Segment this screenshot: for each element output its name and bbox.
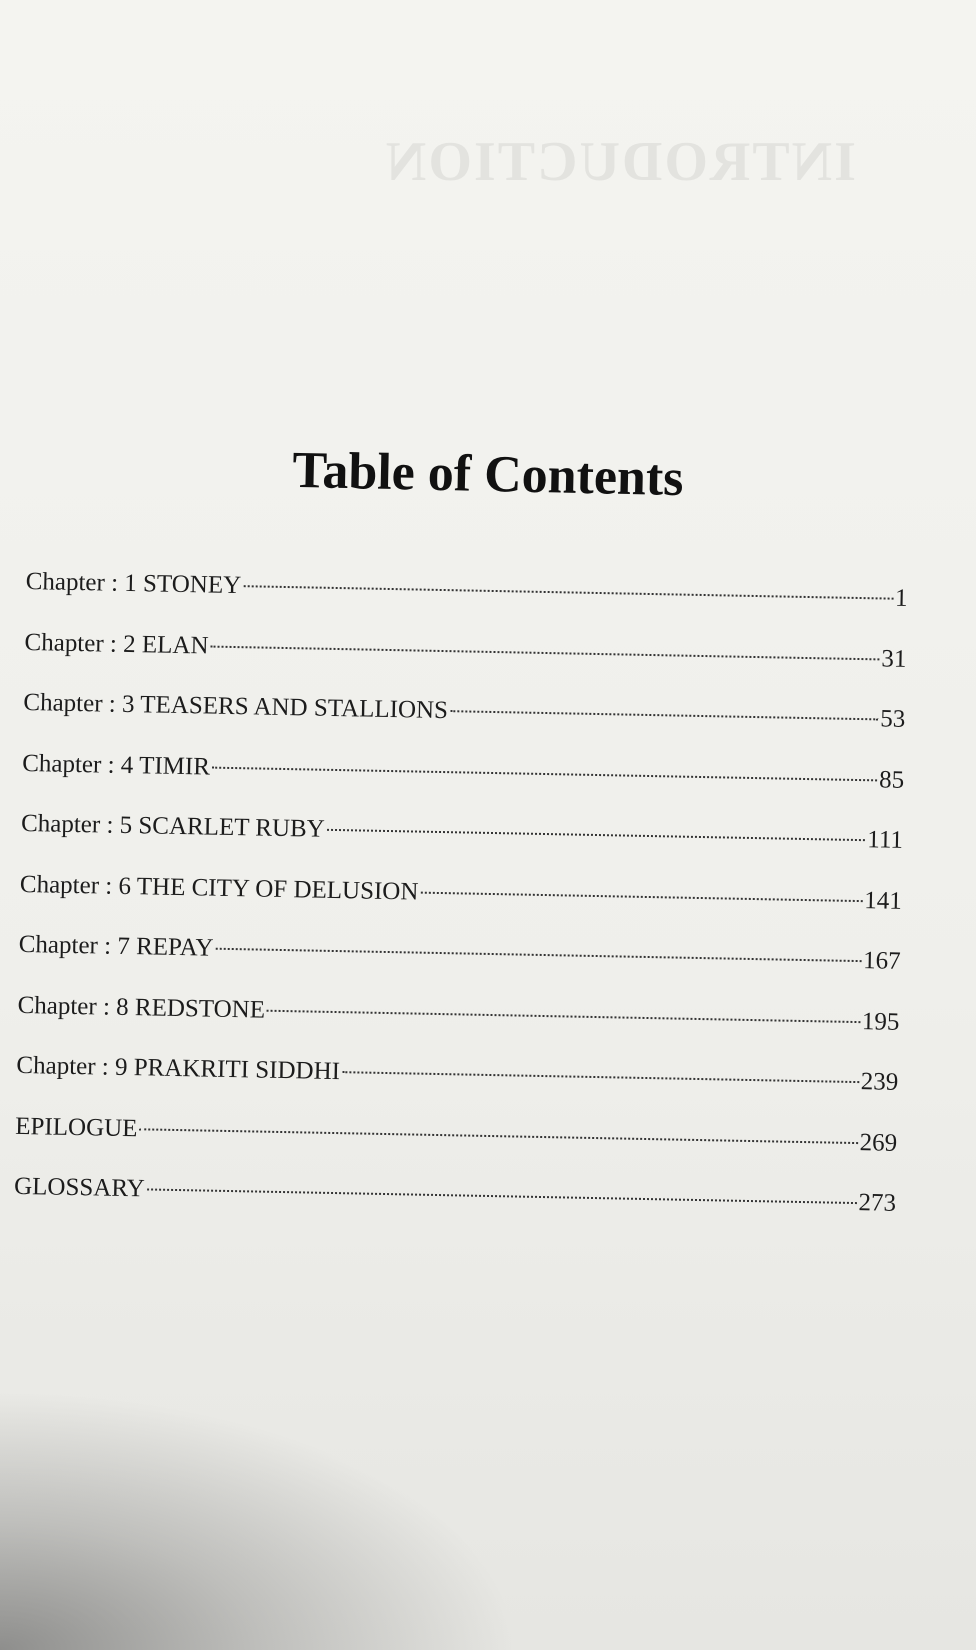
toc-entry-label: Chapter : 3 TEASERS AND STALLIONS xyxy=(23,688,449,725)
toc-entry-page: 85 xyxy=(878,765,905,794)
toc-entry-label: Chapter : 4 TIMIR xyxy=(21,749,211,781)
toc-entry-page: 269 xyxy=(859,1128,898,1157)
dot-leader xyxy=(267,1009,860,1022)
toc-entry-label: Chapter : 5 SCARLET RUBY xyxy=(20,809,326,843)
toc-entry-label: GLOSSARY xyxy=(13,1172,145,1203)
toc-entry-page: 239 xyxy=(860,1068,899,1096)
page-title: Table of Contents xyxy=(291,441,685,508)
toc-entry-page: 31 xyxy=(881,644,907,673)
dot-leader xyxy=(211,645,880,660)
ghost-heading: INTRODUCTION xyxy=(383,131,856,193)
toc-entry-page: 141 xyxy=(864,886,903,915)
toc-entry-label: EPILOGUE xyxy=(15,1112,138,1142)
toc-entry-label: Chapter : 9 PRAKRITI SIDDHI xyxy=(16,1051,341,1086)
dot-leader xyxy=(215,948,861,962)
dot-leader xyxy=(243,585,893,599)
toc-entry-page: 111 xyxy=(867,826,904,854)
table-of-contents xyxy=(13,568,908,1250)
dot-leader xyxy=(327,829,866,841)
dot-leader xyxy=(139,1128,857,1144)
toc-entry-label: Chapter : 1 STONEY xyxy=(25,568,242,600)
dot-leader xyxy=(212,766,877,781)
dot-leader xyxy=(420,891,862,901)
photo-shadow xyxy=(0,1390,520,1650)
toc-entry-label: Chapter : 8 REDSTONE xyxy=(17,991,266,1024)
toc-entry-page: 1 xyxy=(894,584,908,612)
toc-entry-page: 53 xyxy=(880,705,906,733)
toc-entry-page: 273 xyxy=(858,1189,897,1217)
dot-leader xyxy=(450,710,878,720)
toc-entry-page: 167 xyxy=(862,947,901,975)
dot-leader xyxy=(147,1188,857,1204)
toc-entry-label: Chapter : 6 THE CITY OF DELUSION xyxy=(19,870,419,906)
toc-entry-label: Chapter : 7 REPAY xyxy=(18,930,214,962)
dot-leader xyxy=(342,1071,859,1083)
toc-entry-page: 195 xyxy=(861,1007,900,1036)
toc-entry-label: Chapter : 2 ELAN xyxy=(24,628,209,660)
